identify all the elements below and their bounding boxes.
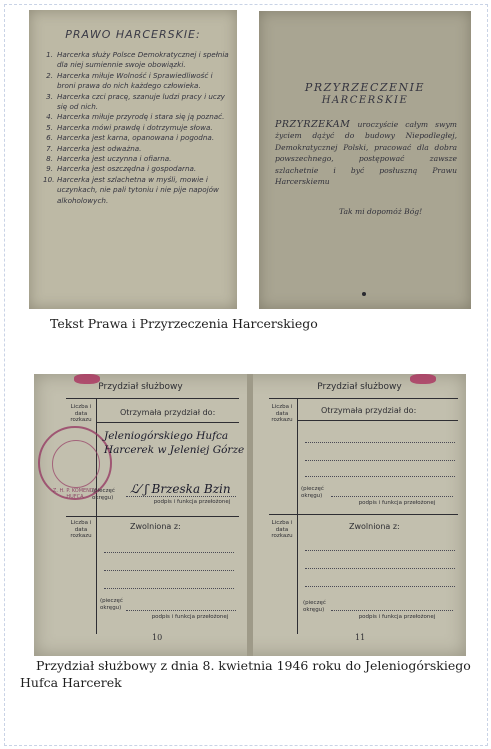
caption-law-oath: Tekst Prawa i Przyrzeczenia Harcerskiego — [50, 316, 318, 331]
law-item — [43, 133, 229, 143]
law-item-number: 1. — [46, 50, 53, 59]
booklet-page-left — [34, 374, 247, 656]
ink-dot — [362, 292, 366, 296]
page-number: 10 — [152, 633, 163, 642]
order-number-label: Liczba i data rozkazu — [271, 520, 293, 539]
law-list — [43, 50, 229, 206]
assigned-label: Otrzymała przydział do: — [120, 408, 216, 417]
law-item — [43, 50, 229, 71]
law-item-number: 4. — [46, 112, 53, 122]
sign-label: podpis i funkcja przełożonej — [358, 500, 436, 506]
sign-label: podpis i funkcja przełożonej — [151, 614, 229, 620]
stamp-text: Z. H. P. KOMENDA HUFCA — [52, 488, 98, 500]
sign-label: podpis i funkcja przełożonej — [153, 499, 231, 505]
sign-label: podpis i funkcja przełożonej — [358, 614, 436, 620]
signature-line — [331, 610, 453, 611]
service-booklet-photo — [34, 374, 466, 656]
signature-line — [126, 496, 236, 497]
assigned-label: Otrzymała przydział do: — [321, 406, 417, 415]
oath-subtitle: HARCERSKIE — [321, 95, 409, 106]
seal-label: (pieczęć okręgu) — [100, 598, 123, 611]
blank-line — [305, 568, 455, 569]
oath-body: uroczyście całym swym życiem dążyć do budowy Niepodległej, Demokratycznej Polski, pracować dla dobra powszechnego, postępować zawsze szlachetnie i być posłuszną Prawu Harcerskiemu — [275, 120, 457, 187]
law-item — [43, 92, 229, 113]
signature-line — [126, 610, 236, 611]
law-item-text: Harcerka miłuje przyrodę i stara się ją poznać. — [57, 112, 225, 122]
released-label: Zwolniona z: — [130, 522, 181, 531]
law-item-number: 6. — [46, 133, 53, 143]
order-number-label: Liczba i data rozkazu — [271, 404, 293, 423]
law-item-number: 9. — [46, 164, 53, 174]
law-item-text: Harcerka jest uczynna i ofiarna. — [57, 154, 172, 164]
signature-line — [331, 496, 453, 497]
law-item — [43, 123, 229, 133]
oath-title: PRZYRZECZENIE — [304, 81, 426, 94]
law-item — [43, 154, 229, 164]
law-item — [43, 112, 229, 122]
law-item-text: Harcerka miłuje Wolność i Sprawiedliwość i broni prawa do nich każdego człowieka. — [57, 70, 213, 91]
law-item-number: 3. — [46, 91, 53, 101]
order-number-label: Liczba i data rozkazu — [70, 520, 92, 539]
oath-photo — [259, 11, 471, 309]
law-title: PRAWO HARCERSKIE: — [65, 28, 201, 41]
law-item-text: Harcerka czci pracę, szanuje ludzi pracy i uczy się od nich. — [57, 91, 225, 112]
seal-label: (pieczęć okręgu) — [92, 488, 115, 501]
handwritten-unit: Jeleniogórskiego Hufca — [104, 430, 229, 442]
seal-label: (pieczęć okręgu) — [301, 486, 324, 499]
caption-assignment: Przydział służbowy z dnia 8. kwietnia 1946 roku do Jeleniogórskiego Hufca Harcerek — [20, 658, 471, 690]
law-item-text: Harcerka jest odważna. — [57, 143, 142, 153]
seal-label: (pieczęć okręgu) — [303, 600, 326, 613]
rule-line — [297, 420, 458, 421]
blank-line — [305, 442, 455, 443]
page-title: Przydział służbowy — [98, 382, 183, 392]
order-number-label: Liczba i data rozkazu — [70, 404, 92, 423]
law-item-text: Harcerka jest szlachetna w myśli, mowie i uczynkach, nie pali tytoniu i nie pije napojów alkoholowych. — [57, 174, 219, 205]
law-item-text: Harcerka służy Polsce Demokratycznej i spełnia dla niej sumiennie swoje obowiązki. — [57, 50, 229, 70]
oath-text — [275, 119, 457, 187]
page-number: 11 — [355, 633, 366, 642]
law-item-text: Harcerka mówi prawdę i dotrzymuje słowa. — [57, 122, 213, 132]
rule-line — [96, 422, 239, 423]
blank-line — [305, 460, 455, 461]
column-divider — [297, 398, 298, 516]
page-title: Przydział służbowy — [317, 382, 402, 392]
rule-line — [66, 398, 239, 399]
oath-lead: PRZYRZEKAM — [275, 119, 351, 130]
blank-line — [305, 586, 455, 587]
law-item — [43, 144, 229, 154]
blank-line — [104, 570, 234, 571]
law-photo — [29, 10, 237, 309]
law-item-number: 8. — [46, 154, 53, 164]
oath-closing: Tak mi dopomóż Bóg! — [339, 207, 423, 216]
released-label: Zwolniona z: — [349, 522, 400, 531]
blank-line — [305, 476, 455, 477]
law-item-number: 7. — [46, 143, 53, 153]
law-item-text: Harcerka jest karna, opanowana i pogodna. — [57, 133, 215, 143]
law-item — [43, 175, 229, 206]
handwritten-unit-2: Harcerek w Jeleniej Górze — [104, 444, 245, 456]
blank-line — [104, 552, 234, 553]
signature: ℒ⁄ ʃ Brzeska Bzin — [130, 482, 231, 496]
column-divider — [96, 516, 97, 634]
blank-line — [104, 588, 234, 589]
law-item — [43, 71, 229, 92]
rule-line — [66, 516, 239, 517]
booklet-page-right — [253, 374, 466, 656]
law-item-number: 2. — [46, 70, 53, 80]
blank-line — [305, 550, 455, 551]
column-divider — [297, 514, 298, 634]
law-item — [43, 164, 229, 174]
law-item-number: 10. — [43, 174, 55, 184]
law-item-number: 5. — [46, 122, 53, 132]
law-item-text: Harcerka jest oszczędna i gospodarna. — [57, 164, 197, 174]
